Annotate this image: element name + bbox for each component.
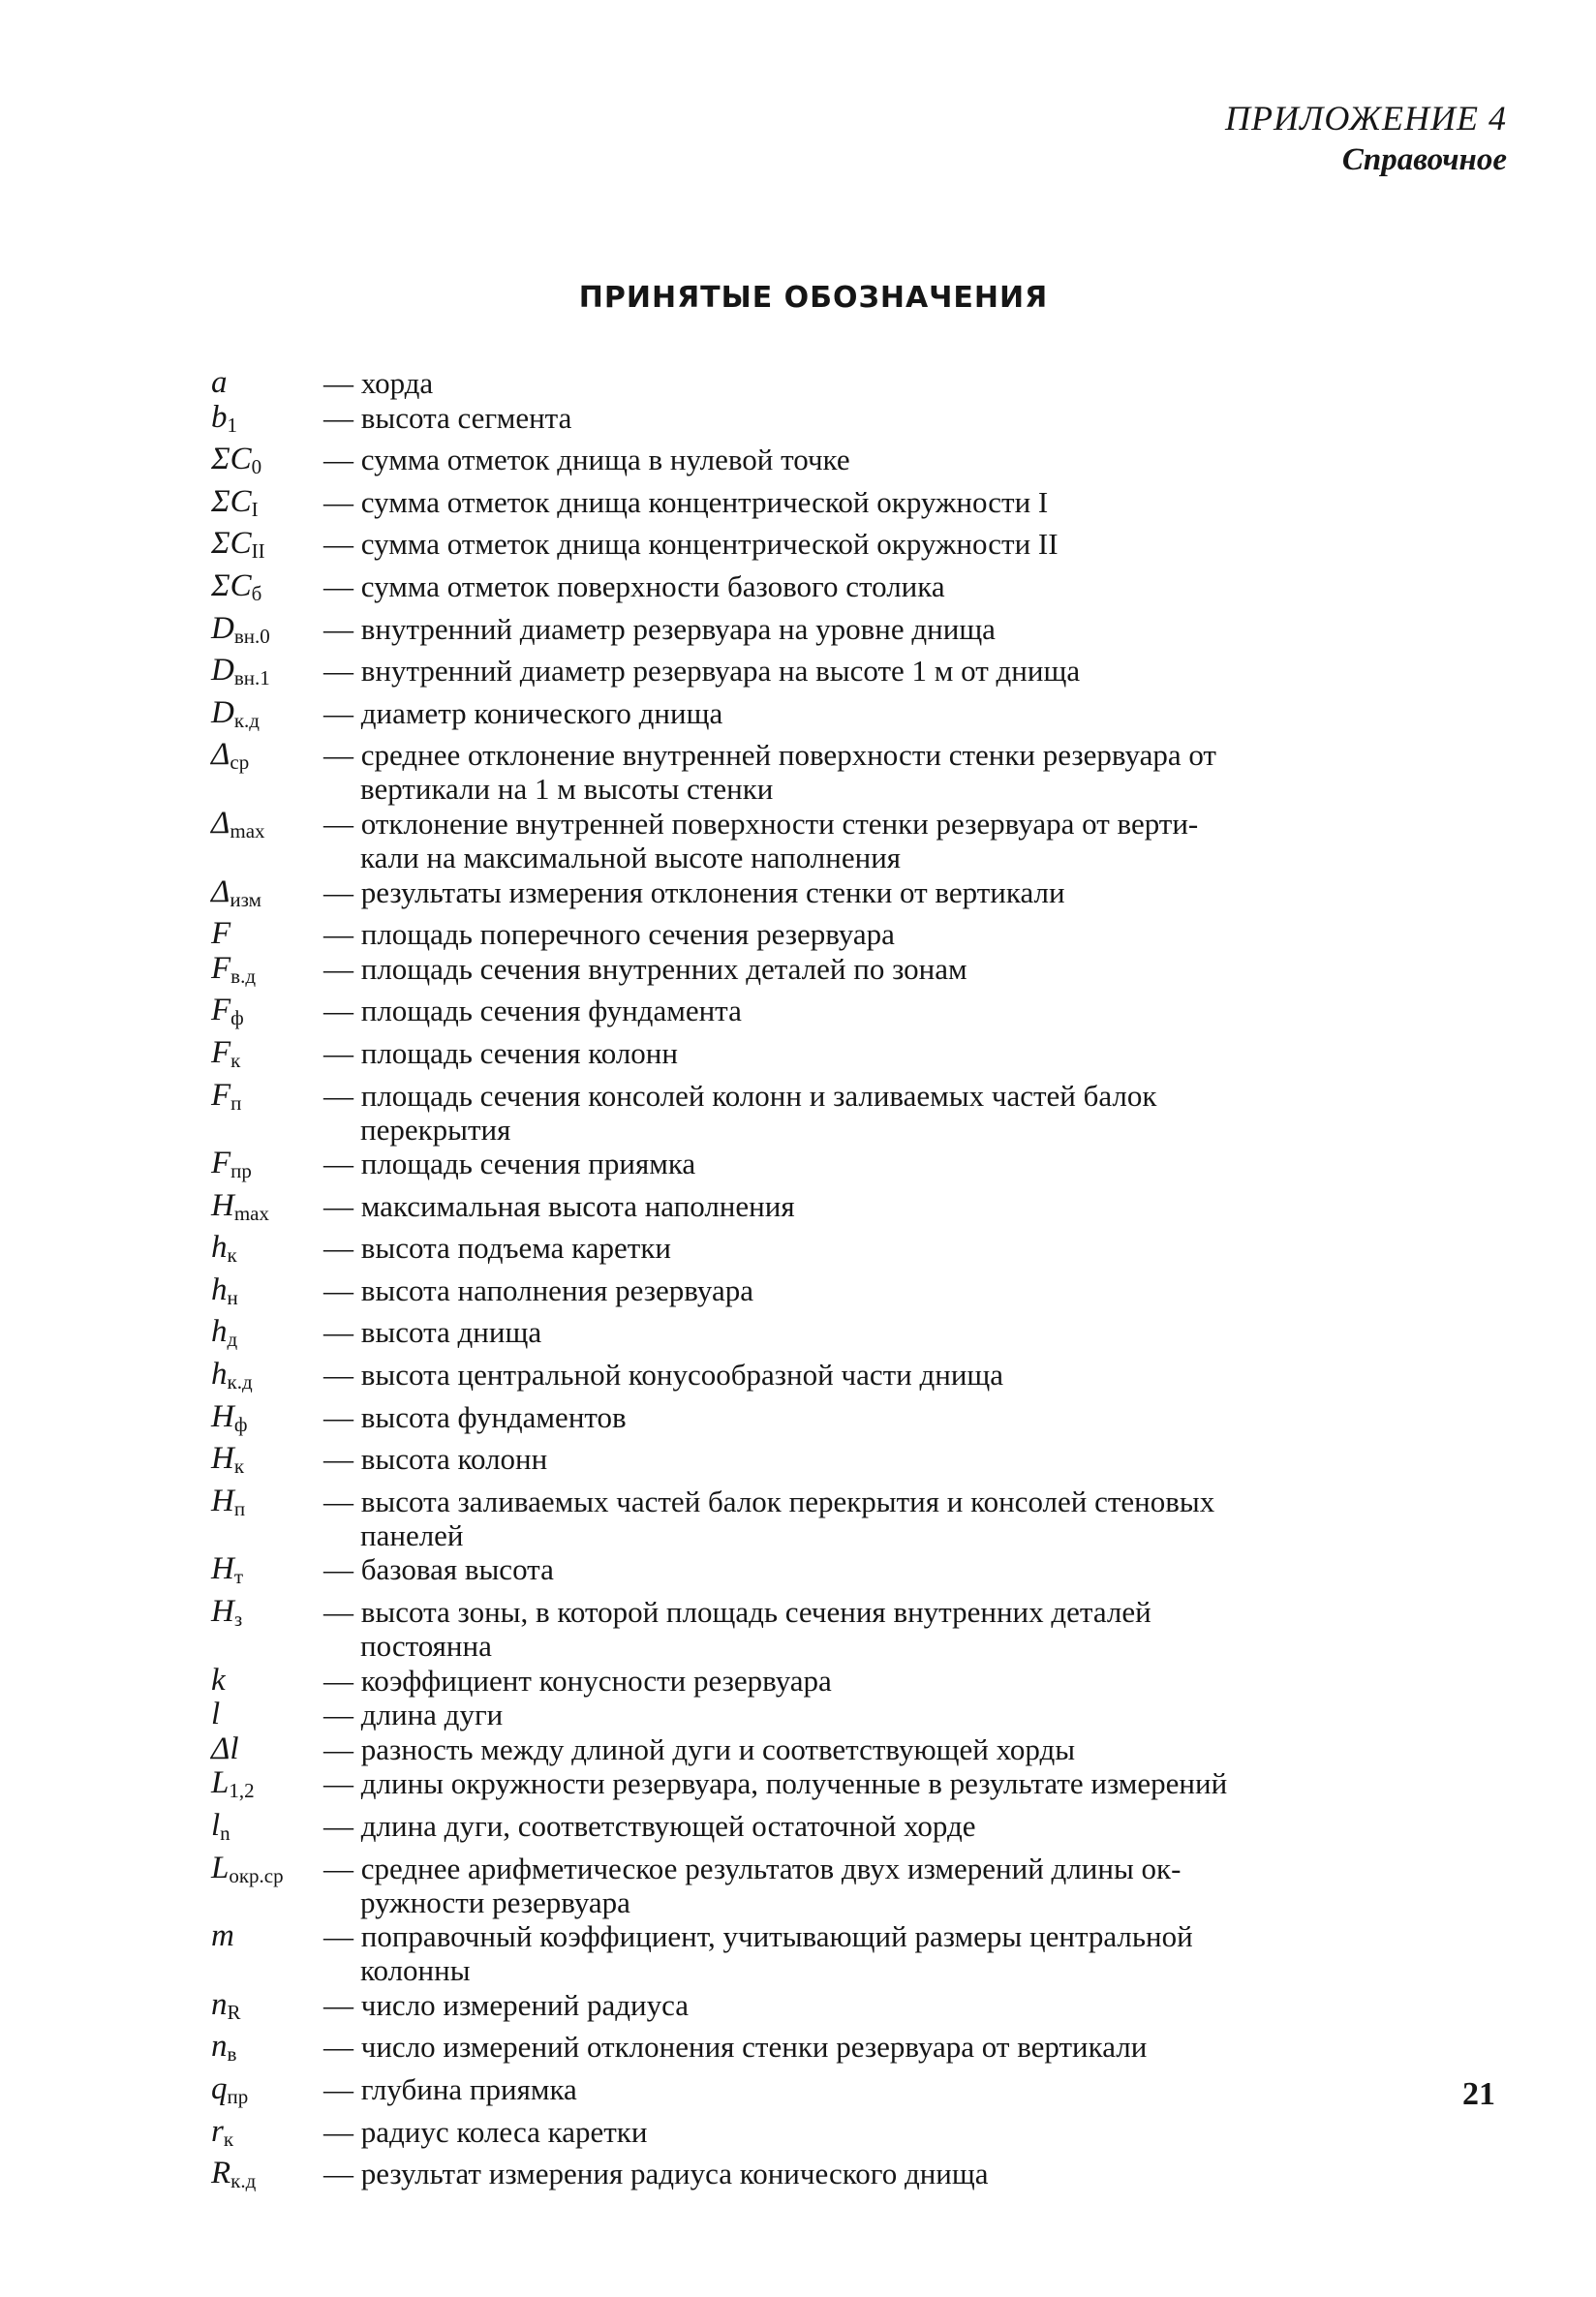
symbol-row: [211, 366, 1470, 400]
symbol-subscript: п: [230, 1090, 242, 1115]
symbol-row: [211, 1147, 1470, 1188]
symbol-row: [211, 875, 1470, 917]
symbol: [211, 2157, 323, 2198]
symbol-description: [323, 2115, 1470, 2149]
symbol-description: [323, 1766, 1470, 1800]
symbol: [211, 1552, 323, 1594]
description-line: — площадь сечения приямка: [323, 1147, 696, 1181]
description-line: — среднее арифметическое результатов двух измерений длины ок-: [323, 1851, 1182, 1885]
symbol-subscript: max: [233, 1201, 269, 1225]
symbol-description: [323, 1732, 1470, 1766]
description-line: — базовая высота: [323, 1552, 554, 1587]
description-line: — сумма отметок днища концентрической окружности II: [323, 527, 1059, 562]
symbol-main: h: [211, 1271, 228, 1307]
symbol: [211, 875, 323, 917]
description-continuation: ружности резервуара: [360, 1884, 630, 1919]
symbol-subscript: к: [233, 1455, 245, 1479]
symbol: [211, 1273, 323, 1315]
description-continuation: вертикали на 1 м высоты стенки: [360, 772, 774, 807]
symbol-subscript: к.д: [227, 1370, 253, 1394]
symbol-subscript: к: [230, 1048, 241, 1072]
symbol-main: m: [211, 1918, 234, 1954]
symbol: [211, 1442, 323, 1484]
symbol-row: [211, 994, 1470, 1035]
description-line: — высота заливаемых частей балок перекрытия и консолей стеновых: [323, 1484, 1215, 1518]
symbol-row: [211, 1732, 1470, 1766]
symbol-row: [211, 1036, 1470, 1078]
symbol-subscript: п: [233, 1496, 246, 1520]
description-line: — сумма отметок днища концентрической окружности I: [323, 484, 1049, 519]
symbol-main: F: [211, 993, 231, 1028]
symbol-subscript: т: [233, 1565, 244, 1589]
symbol-subscript: в.д: [230, 964, 257, 988]
symbol-row: [211, 2072, 1470, 2114]
description-continuation: панелей: [360, 1517, 464, 1552]
symbol-subscript: вн.1: [233, 666, 270, 690]
symbol-main: H: [211, 1398, 234, 1434]
symbol-row: [211, 1442, 1470, 1484]
description-line: — площадь сечения колонн: [323, 1035, 678, 1070]
description-line: — диаметр конического днища: [323, 695, 723, 730]
symbol: [211, 952, 323, 994]
symbol: [211, 1036, 323, 1078]
symbol-main: ΣC: [211, 567, 252, 603]
symbol: [211, 1852, 323, 1893]
symbol: [211, 1315, 323, 1357]
symbol-main: H: [211, 1441, 234, 1477]
description-line: — высота подъема каретки: [323, 1231, 671, 1266]
symbol-row: [211, 2157, 1470, 2198]
appendix-header: [1225, 97, 1507, 180]
description-continuation: кали на максимальной высоте наполнения: [360, 840, 902, 874]
appendix-subtitle: Справочное: [1341, 142, 1507, 177]
symbol-main: D: [211, 610, 234, 646]
symbol: [211, 1988, 323, 2030]
symbol-main: H: [211, 1551, 234, 1587]
symbol-row: [211, 1485, 1470, 1552]
symbol-description: [323, 1698, 1470, 1731]
symbol: [211, 696, 323, 738]
symbol-description: [323, 1273, 1470, 1307]
symbol-description: [323, 994, 1470, 1027]
symbol-main: k: [211, 1662, 226, 1698]
appendix-title: ПРИЛОЖЕНИЕ 4: [1225, 99, 1507, 138]
symbol-row: [211, 952, 1470, 994]
symbol-subscript: n: [220, 1822, 230, 1845]
symbol-description: [323, 1358, 1470, 1392]
description-line: — высота зоны, в которой площадь сечения внутренних деталей: [323, 1595, 1151, 1630]
symbol-main: Δl: [211, 1730, 239, 1766]
symbol-description: [323, 696, 1470, 730]
symbol-main: D: [211, 653, 234, 689]
symbol: [211, 2030, 323, 2071]
symbol-main: R: [211, 2156, 231, 2191]
symbol-subscript: ср: [230, 750, 250, 775]
symbol: [211, 612, 323, 654]
symbol-row: [211, 443, 1470, 484]
symbol-row: [211, 1231, 1470, 1272]
description-continuation: перекрытия: [360, 1112, 511, 1147]
symbol-main: F: [211, 1077, 231, 1113]
symbol-main: Δ: [211, 873, 230, 909]
symbol-row: [211, 485, 1470, 527]
symbol-description: [323, 1315, 1470, 1349]
symbol-subscript: R: [227, 2000, 241, 2024]
symbol-subscript: к: [223, 2127, 234, 2151]
symbol-description: [323, 738, 1470, 806]
symbol-main: H: [211, 1483, 234, 1518]
symbol: [211, 738, 323, 780]
symbol: [211, 443, 323, 484]
symbol-row: [211, 527, 1470, 568]
symbol: [211, 1595, 323, 1637]
symbol: [211, 2115, 323, 2157]
symbol-row: [211, 1315, 1470, 1357]
symbol-row: [211, 917, 1470, 951]
symbol-subscript: ф: [230, 1006, 244, 1030]
description-line: — высота днища: [323, 1315, 542, 1350]
symbol-row: [211, 1273, 1470, 1315]
symbol-subscript: н: [227, 1285, 238, 1309]
description-line: — площадь сечения фундамента: [323, 994, 742, 1028]
description-line: — длина дуги: [323, 1698, 504, 1732]
symbol-description: [323, 1147, 1470, 1180]
symbol-main: a: [211, 365, 228, 400]
symbol-description: [323, 569, 1470, 603]
symbol-main: h: [211, 1357, 228, 1393]
description-line: — высота колонн: [323, 1442, 548, 1477]
symbol-row: [211, 696, 1470, 738]
symbol-row: [211, 612, 1470, 654]
symbol-description: [323, 1988, 1470, 2022]
symbol-row: [211, 401, 1470, 443]
symbol-list: [211, 366, 1470, 2199]
symbol-main: ΣC: [211, 526, 252, 562]
symbol-subscript: 1,2: [229, 1779, 255, 1803]
symbol-row: [211, 738, 1470, 806]
description-line: — высота сегмента: [323, 400, 572, 435]
symbol-main: F: [211, 1146, 231, 1181]
symbol-row: [211, 654, 1470, 695]
symbol-main: r: [211, 2113, 224, 2149]
symbol: [211, 654, 323, 695]
symbol-row: [211, 1698, 1470, 1731]
symbol-subscript: изм: [230, 887, 261, 911]
description-line: — длины окружности резервуара, полученные в результате измерений: [323, 1766, 1228, 1801]
symbol: [211, 1919, 323, 1953]
symbol-main: Δ: [211, 805, 230, 841]
description-line: — площадь поперечного сечения резервуара: [323, 917, 895, 952]
symbol-subscript: б: [251, 581, 262, 605]
description-line: — разность между длиной дуги и соответствующей хорды: [323, 1731, 1076, 1766]
symbol-main: l: [211, 1808, 221, 1843]
description-line: — глубина приямка: [323, 2071, 577, 2106]
symbol-row: [211, 1189, 1470, 1231]
description-line: — коэффициент конусности резервуара: [323, 1663, 832, 1698]
symbol-description: [323, 366, 1470, 400]
symbol-row: [211, 1400, 1470, 1442]
symbol-description: [323, 1664, 1470, 1698]
symbol-row: [211, 1079, 1470, 1147]
symbol-description: [323, 485, 1470, 519]
symbol-row: [211, 2115, 1470, 2157]
symbol: [211, 1664, 323, 1698]
symbol-subscript: в: [227, 2042, 237, 2067]
description-line: — среднее отклонение внутренней поверхности стенки резервуара от: [323, 738, 1216, 773]
symbol-subscript: к.д: [230, 2169, 257, 2193]
symbol-description: [323, 1919, 1470, 1987]
symbol-main: L: [211, 1850, 230, 1885]
symbol-main: n: [211, 1986, 228, 2022]
symbol-main: h: [211, 1314, 228, 1350]
symbol-subscript: пр: [230, 1159, 252, 1183]
symbol-main: F: [211, 916, 231, 952]
symbol-description: [323, 1079, 1470, 1147]
symbol: [211, 2072, 323, 2114]
symbol-main: F: [211, 1034, 231, 1070]
symbol-row: [211, 1358, 1470, 1399]
symbol: [211, 994, 323, 1035]
description-line: — результаты измерения отклонения стенки от вертикали: [323, 874, 1065, 909]
symbol: [211, 1766, 323, 1808]
description-line: — результат измерения радиуса конического днища: [323, 2157, 989, 2191]
symbol: [211, 1079, 323, 1120]
symbol-description: [323, 1485, 1470, 1552]
symbol-description: [323, 1552, 1470, 1586]
symbol-row: [211, 1664, 1470, 1698]
description-continuation: колонны: [360, 1953, 471, 1988]
symbol: [211, 569, 323, 611]
symbol-row: [211, 1766, 1470, 1808]
symbol-main: b: [211, 399, 228, 435]
symbol-description: [323, 612, 1470, 646]
symbol-subscript: ф: [233, 1412, 248, 1436]
description-line: — максимальная высота наполнения: [323, 1188, 795, 1223]
symbol-description: [323, 1400, 1470, 1434]
symbol-subscript: I: [251, 497, 259, 521]
symbol-description: [323, 654, 1470, 688]
description-line: — хорда: [323, 366, 434, 400]
symbol-description: [323, 1595, 1470, 1663]
description-line: — сумма отметок поверхности базового столика: [323, 568, 945, 603]
symbol: [211, 1358, 323, 1399]
symbol-subscript: к: [227, 1243, 237, 1268]
symbol-row: [211, 2030, 1470, 2071]
description-line: — высота наполнения резервуара: [323, 1272, 753, 1307]
symbol: [211, 527, 323, 568]
symbol-main: ΣC: [211, 483, 252, 519]
symbol-subscript: д: [227, 1328, 238, 1352]
symbol-main: L: [211, 1765, 230, 1801]
symbol: [211, 1485, 323, 1526]
symbol-subscript: окр.ср: [229, 1863, 284, 1887]
description-continuation: постоянна: [360, 1629, 492, 1664]
symbol-subscript: пр: [227, 2084, 249, 2108]
symbol: [211, 485, 323, 527]
description-line: — площадь сечения внутренних деталей по зонам: [323, 951, 967, 986]
symbol-description: [323, 1231, 1470, 1265]
symbol-main: F: [211, 950, 231, 986]
symbol-main: n: [211, 2029, 228, 2065]
symbol-description: [323, 917, 1470, 951]
description-line: — радиус колеса каретки: [323, 2114, 648, 2149]
symbol-description: [323, 875, 1470, 909]
description-line: — поправочный коэффициент, учитывающий размеры центральной: [323, 1919, 1193, 1954]
symbol: [211, 366, 323, 400]
page-number: 21: [1462, 2076, 1495, 2112]
symbol-description: [323, 1189, 1470, 1223]
symbol: [211, 1400, 323, 1442]
description-line: — число измерений радиуса: [323, 1987, 689, 2022]
symbol: [211, 1231, 323, 1272]
symbol-main: Δ: [211, 737, 230, 773]
symbol-row: [211, 1852, 1470, 1919]
symbol: [211, 1732, 323, 1766]
description-line: — сумма отметок днища в нулевой точке: [323, 443, 850, 477]
description-line: — площадь сечения консолей колонн и заливаемых частей балок: [323, 1078, 1157, 1113]
symbol-main: l: [211, 1697, 221, 1732]
symbol-row: [211, 1988, 1470, 2030]
symbol-description: [323, 2072, 1470, 2106]
symbol-subscript: з: [233, 1608, 243, 1632]
symbol-description: [323, 2157, 1470, 2190]
section-heading: ПРИНЯТЫЕ ОБОЗНАЧЕНИЯ: [578, 281, 1049, 315]
symbol-main: ΣC: [211, 442, 252, 477]
symbol: [211, 401, 323, 443]
symbol-description: [323, 952, 1470, 986]
symbol: [211, 917, 323, 951]
symbol-subscript: max: [230, 818, 265, 842]
symbol-description: [323, 527, 1470, 561]
symbol: [211, 1189, 323, 1231]
symbol: [211, 1698, 323, 1731]
symbol-description: [323, 1809, 1470, 1843]
symbol-description: [323, 401, 1470, 435]
symbol-subscript: вн.0: [233, 624, 270, 648]
symbol-description: [323, 807, 1470, 874]
description-line: — отклонение внутренней поверхности стенки резервуара от верти-: [323, 806, 1199, 841]
symbol-description: [323, 443, 1470, 476]
symbol-main: H: [211, 1187, 234, 1223]
symbol: [211, 1147, 323, 1188]
description-line: — высота центральной конусообразной части днища: [323, 1358, 1004, 1393]
description-line: — число измерений отклонения стенки резервуара от вертикали: [323, 2030, 1148, 2065]
symbol-description: [323, 1852, 1470, 1919]
symbol-main: q: [211, 2070, 228, 2106]
symbol-description: [323, 1036, 1470, 1070]
symbol-main: D: [211, 694, 234, 730]
symbol-subscript: II: [251, 539, 265, 564]
symbol-description: [323, 1442, 1470, 1476]
symbol-description: [323, 2030, 1470, 2064]
symbol-row: [211, 1595, 1470, 1663]
description-line: — внутренний диаметр резервуара на уровне днища: [323, 611, 996, 646]
symbol-subscript: 0: [251, 455, 262, 479]
symbol-subscript: 1: [227, 413, 237, 437]
symbol: [211, 1809, 323, 1851]
symbol-row: [211, 1919, 1470, 1987]
symbol-subscript: к.д: [233, 708, 260, 732]
description-line: — внутренний диаметр резервуара на высоте 1 м от днища: [323, 654, 1081, 689]
symbol-row: [211, 569, 1470, 611]
symbol-row: [211, 1552, 1470, 1594]
symbol-main: H: [211, 1594, 234, 1630]
symbol-row: [211, 807, 1470, 874]
description-line: — высота фундаментов: [323, 1399, 627, 1434]
symbol-main: h: [211, 1230, 228, 1266]
symbol: [211, 807, 323, 848]
symbol-row: [211, 1809, 1470, 1851]
description-line: — длина дуги, соответствующей остаточной хорде: [323, 1809, 976, 1843]
